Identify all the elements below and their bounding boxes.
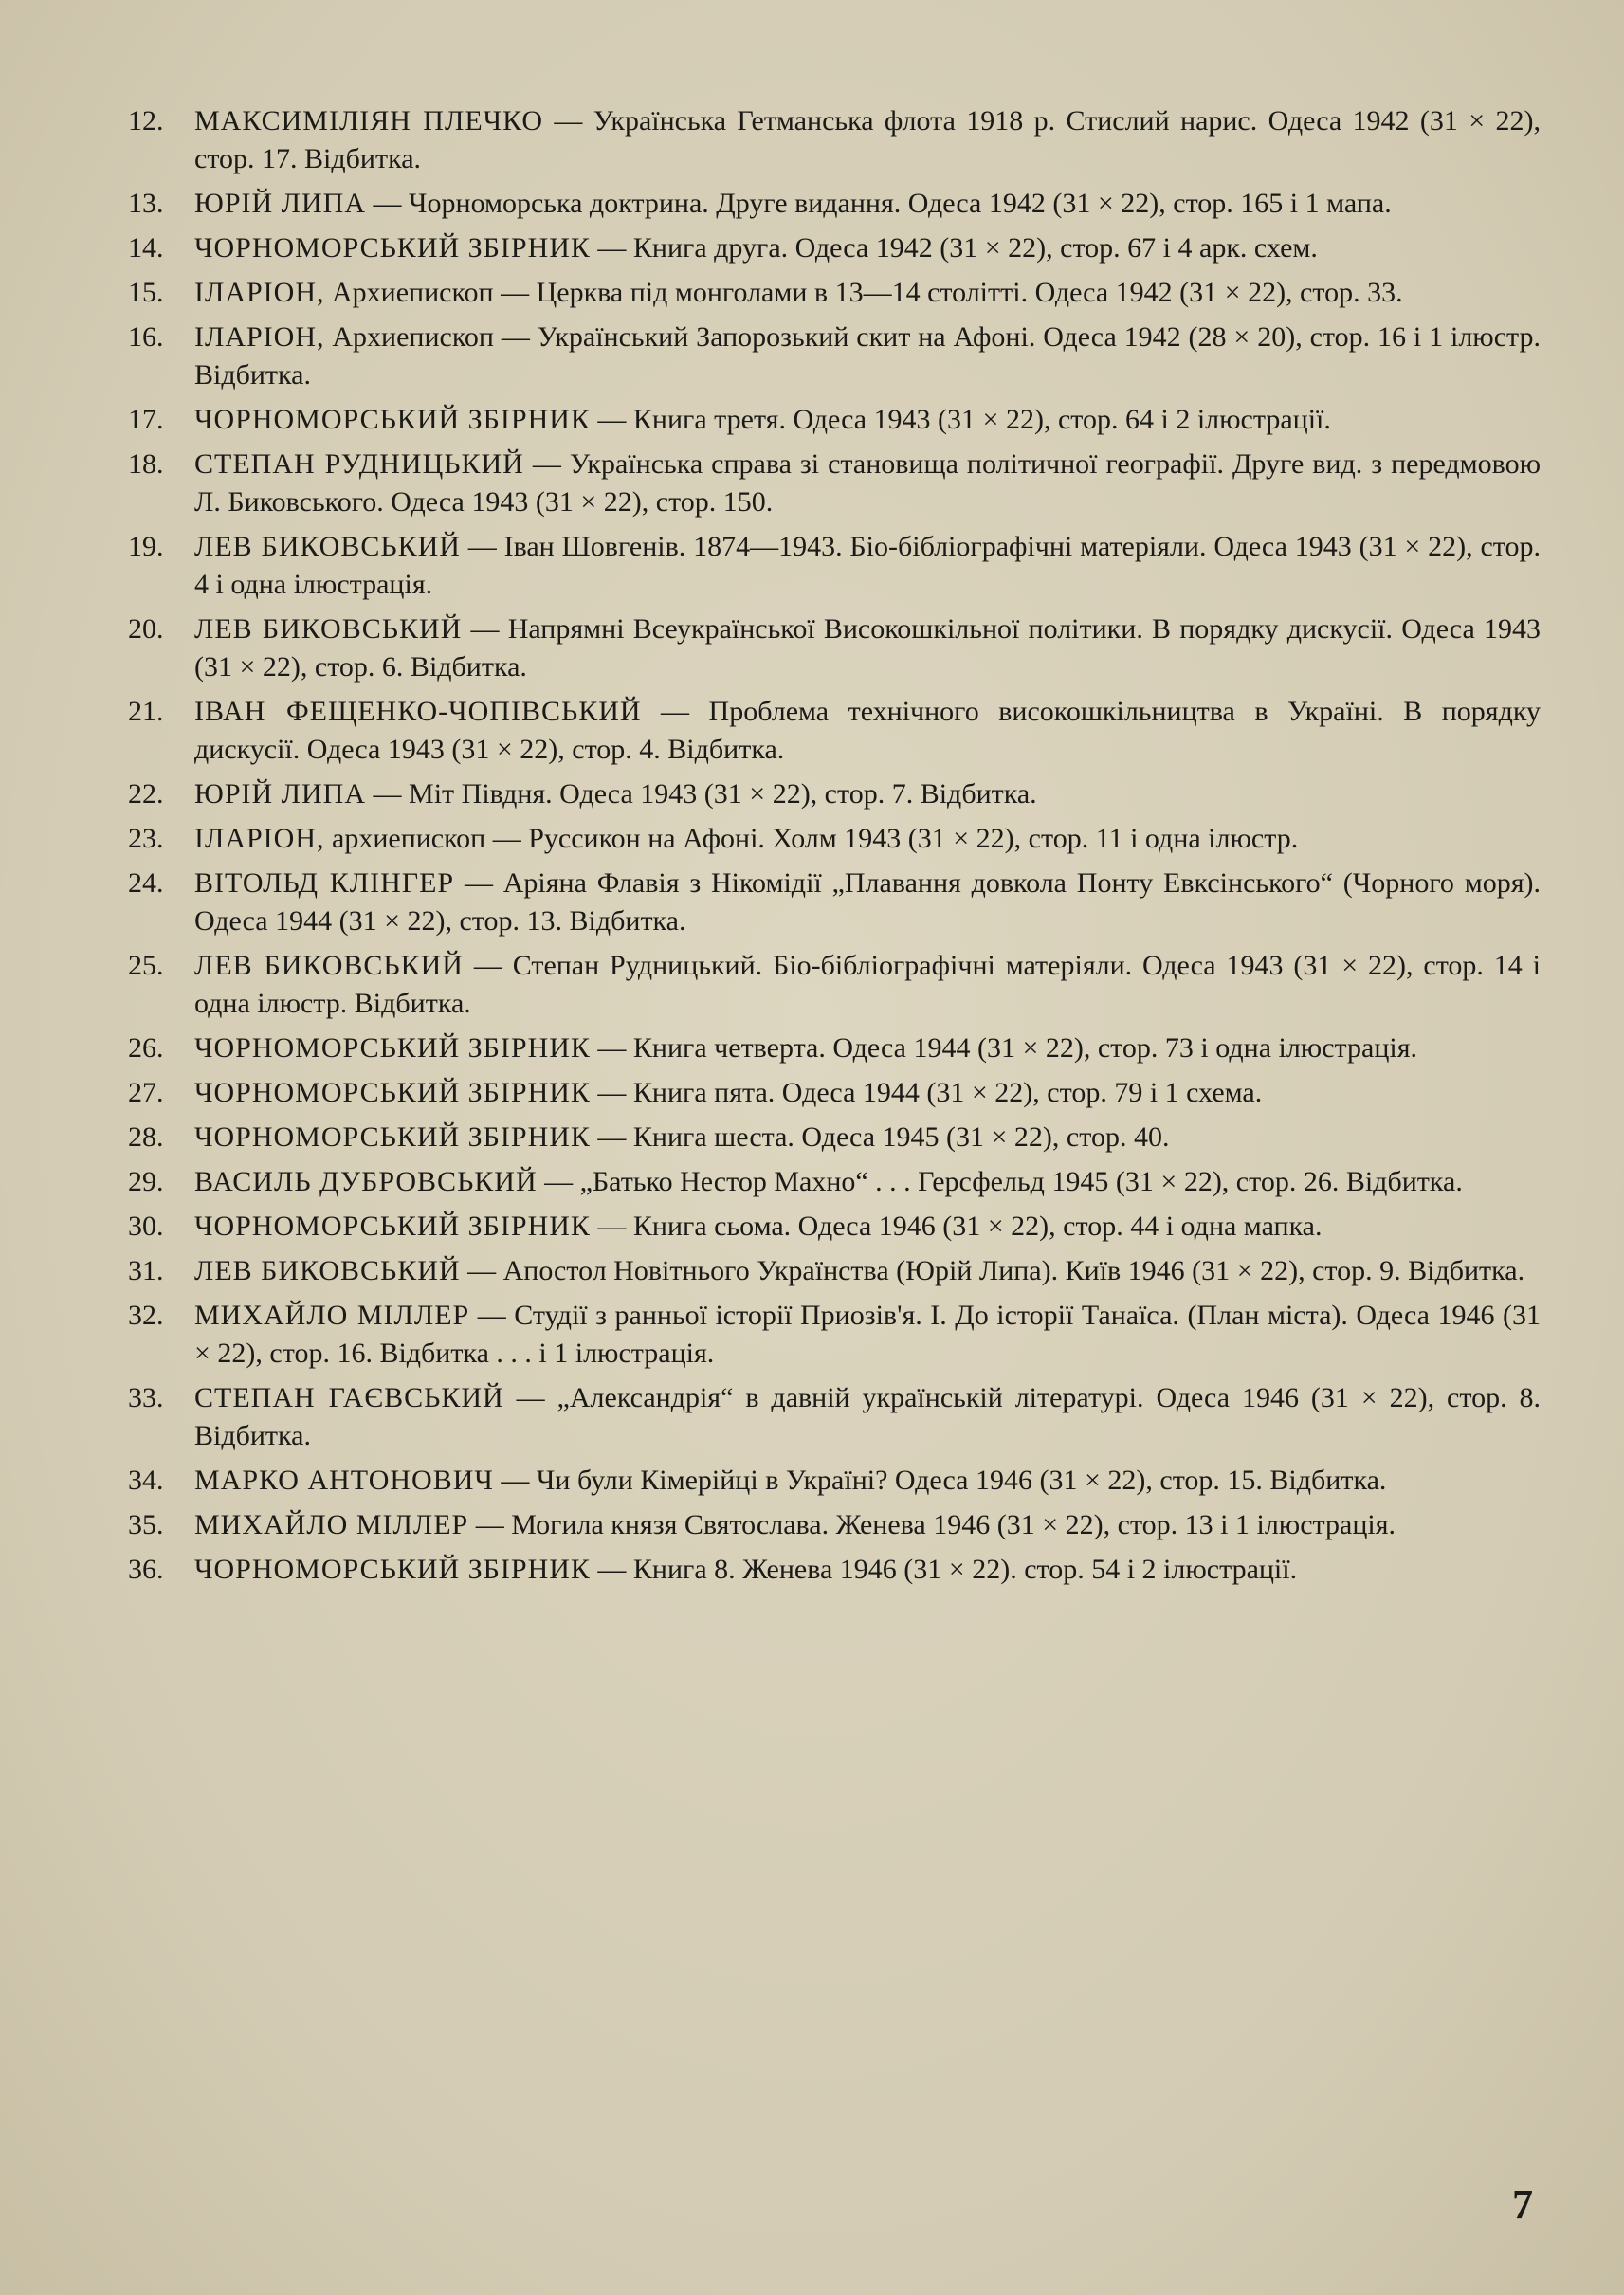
entry-description: — Проблема технічного високошкільництва в Україні. В порядку дискусії. Одеса 1943 (31 × 22), стор. 4. Відбитка. [194,696,1541,765]
entry-text [194,1208,1541,1246]
entry-number: 25. [128,950,164,981]
page-number: 7 [1512,2181,1533,2228]
entry-text [194,319,1541,394]
entry-description: — Книга четверта. Одеса 1944 (31 × 22), стор. 73 і одна ілюстрація. [590,1032,1418,1064]
entry-author: ЧОРНОМОРСЬКИЙ ЗБІРНИК [194,1211,591,1242]
entry-number: 19. [128,531,164,562]
entry-number: 18. [128,448,164,480]
bibliography-list [128,102,1541,1595]
bibliography-entry [128,319,1541,394]
entry-text [194,1462,1541,1500]
entry-description: Архиепископ — Український Запорозький скит на Афоні. Одеса 1942 (28 × 20), стор. 16 і 1 ілюстр. Відбитка. [194,321,1541,391]
entry-author: ЧОРНОМОРСЬКИЙ ЗБІРНИК [194,404,591,435]
entry-description: — Книга пята. Одеса 1944 (31 × 22), стор. 79 і 1 схема. [590,1077,1263,1108]
entry-number: 15. [128,277,164,308]
entry-text [194,610,1541,686]
entry-description: — Книга друга. Одеса 1942 (31 × 22), стор. 67 і 4 арк. схем. [590,232,1318,264]
entry-text [194,185,1541,223]
entry-text [194,274,1541,312]
entry-author: ІЛАРІОН, [194,823,325,854]
entry-text [194,775,1541,813]
entry-number: 20. [128,613,164,645]
entry-author: МИХАЙЛО МІЛЛЕР [194,1300,470,1331]
entry-number: 30. [128,1211,164,1242]
entry-number: 27. [128,1077,164,1108]
entry-text [194,528,1541,604]
entry-author: МАКСИМІЛІЯН ПЛЕЧКО [194,105,544,137]
bibliography-entry [128,1462,1541,1500]
entry-number: 12. [128,105,164,137]
bibliography-entry [128,401,1541,439]
entry-description: — Чи були Кімерійці в Україні? Одеса 1946 (31 × 22), стор. 15. Відбитка. [493,1465,1387,1496]
entry-description: — Напрямні Всеукраїнської Високошкільної політики. В порядку дискусії. Одеса 1943 (31 × 22), стор. 6. Відбитка. [194,613,1541,683]
entry-number: 32. [128,1300,164,1331]
entry-text [194,693,1541,769]
entry-author: ЧОРНОМОРСЬКИЙ ЗБІРНИК [194,1121,591,1153]
bibliography-entry [128,1252,1541,1290]
entry-author: ЧОРНОМОРСЬКИЙ ЗБІРНИК [194,1032,591,1064]
entry-number: 35. [128,1509,164,1540]
entry-number: 34. [128,1465,164,1496]
entry-number: 31. [128,1255,164,1286]
bibliography-entry [128,102,1541,178]
entry-text [194,1252,1541,1290]
entry-text [194,401,1541,439]
bibliography-entry [128,865,1541,940]
entry-text [194,1297,1541,1373]
entry-author: ЮРІЙ ЛИПА [194,778,367,810]
entry-text [194,1163,1541,1201]
entry-description: — Книга шеста. Одеса 1945 (31 × 22), стор. 40. [590,1121,1170,1153]
entry-author: ЛЕВ БИКОВСЬКИЙ [194,531,461,562]
entry-description: — Книга третя. Одеса 1943 (31 × 22), стор. 64 і 2 ілюстрації. [590,404,1331,435]
bibliography-entry [128,610,1541,686]
bibliography-entry [128,229,1541,267]
entry-author: МАРКО АНТОНОВИЧ [194,1465,494,1496]
entry-description: — „Александрія“ в давній українській літературі. Одеса 1946 (31 × 22), стор. 8. Відбитка. [194,1382,1541,1451]
entry-number: 22. [128,778,164,810]
bibliography-entry [128,528,1541,604]
entry-number: 24. [128,867,164,899]
bibliography-entry [128,1029,1541,1067]
bibliography-entry [128,1297,1541,1373]
entry-description: — Чорноморська доктрина. Друге видання. Одеса 1942 (31 × 22), стор. 165 і 1 мапа. [366,188,1392,219]
entry-author: МИХАЙЛО МІЛЛЕР [194,1509,469,1540]
entry-text [194,947,1541,1023]
bibliography-entry [128,947,1541,1023]
entry-author: ІЛАРІОН, [194,321,325,353]
entry-author: ЛЕВ БИКОВСЬКИЙ [194,950,464,981]
entry-author: ВІТОЛЬД КЛІНГЕР [194,867,455,899]
entry-description: — Іван Шовгенів. 1874—1943. Біо-бібліографічні матеріяли. Одеса 1943 (31 × 22), стор. 4 і одна ілюстрація. [194,531,1541,600]
entry-number: 14. [128,232,164,264]
entry-description: Архиепископ — Церква під монголами в 13—14 столітті. Одеса 1942 (31 × 22), стор. 33. [324,277,1403,308]
entry-description: — Книга сьома. Одеса 1946 (31 × 22), стор. 44 і одна мапка. [590,1211,1323,1242]
entry-text [194,1506,1541,1544]
bibliography-entry [128,274,1541,312]
bibliography-entry [128,1074,1541,1112]
entry-author: ЛЕВ БИКОВСЬКИЙ [194,613,463,645]
entry-text [194,229,1541,267]
bibliography-entry [128,1551,1541,1589]
entry-description: — „Батько Нестор Махно“ . . . Герсфельд 1945 (31 × 22), стор. 26. Відбитка. [537,1166,1463,1197]
bibliography-entry [128,1163,1541,1201]
entry-description: — Степан Рудницький. Біо-бібліографічні матеріяли. Одеса 1943 (31 × 22), стор. 14 і одна ілюстр. Відбитка. [194,950,1541,1019]
entry-author: СТЕПАН ГАЄВСЬКИЙ [194,1382,504,1413]
entry-text [194,865,1541,940]
entry-author: ЧОРНОМОРСЬКИЙ ЗБІРНИК [194,1077,591,1108]
entry-description: — Аріяна Флавія з Нікомідії „Плавання довкола Понту Евксінського“ (Чорного моря). Одеса 1944 (31 × 22), стор. 13. Відбитка. [194,867,1541,937]
entry-text [194,1074,1541,1112]
entry-number: 13. [128,188,164,219]
entry-text [194,102,1541,178]
entry-text [194,1029,1541,1067]
bibliography-entry [128,1208,1541,1246]
entry-description: — Студії з ранньої історії Приозів'я. І. До історії Танаїса. (План міста). Одеса 1946 (31 × 22), стор. 16. Відбитка . . . і 1 ілюстрація. [194,1300,1541,1369]
bibliography-entry [128,1379,1541,1455]
bibliography-entry [128,775,1541,813]
entry-number: 36. [128,1554,164,1585]
entry-number: 17. [128,404,164,435]
entry-number: 16. [128,321,164,353]
entry-number: 33. [128,1382,164,1413]
entry-author: ЮРІЙ ЛИПА [194,188,367,219]
bibliography-entry [128,446,1541,521]
entry-description: — Міт Півдня. Одеса 1943 (31 × 22), стор. 7. Відбитка. [366,778,1037,810]
entry-text [194,1379,1541,1455]
entry-description: — Українська справа зі становища політичної географії. Друге вид. з передмовою Л. Биковського. Одеса 1943 (31 × 22), стор. 150. [194,448,1541,518]
entry-number: 28. [128,1121,164,1153]
entry-number: 29. [128,1166,164,1197]
entry-description: — Могила князя Святослава. Женева 1946 (31 × 22), стор. 13 і 1 ілюстрація. [468,1509,1396,1540]
entry-author: ЧОРНОМОРСЬКИЙ ЗБІРНИК [194,232,591,264]
bibliography-entry [128,1119,1541,1157]
entry-text [194,1551,1541,1589]
entry-author: ІВАН ФЕЩЕНКО-ЧОПІВСЬКИЙ [194,696,642,727]
entry-author: ЛЕВ БИКОВСЬКИЙ [194,1255,461,1286]
entry-text [194,820,1541,858]
bibliography-entry [128,693,1541,769]
bibliography-entry [128,820,1541,858]
entry-author: ІЛАРІОН, [194,277,325,308]
entry-author: ЧОРНОМОРСЬКИЙ ЗБІРНИК [194,1554,591,1585]
entry-author: ВАСИЛЬ ДУБРОВСЬКИЙ [194,1166,538,1197]
entry-description: архиепископ — Руссикон на Афоні. Холм 1943 (31 × 22), стор. 11 і одна ілюстр. [324,823,1299,854]
entry-description: — Українська Гетманська флота 1918 р. Стислий нарис. Одеса 1942 (31 × 22), стор. 17. Відбитка. [194,105,1541,174]
entry-text [194,446,1541,521]
bibliography-entry [128,1506,1541,1544]
entry-description: — Книга 8. Женева 1946 (31 × 22). стор. 54 і 2 ілюстрації. [590,1554,1298,1585]
entry-number: 21. [128,696,164,727]
bibliography-entry [128,185,1541,223]
entry-number: 26. [128,1032,164,1064]
entry-description: — Апостол Новітнього Українства (Юрій Липа). Київ 1946 (31 × 22), стор. 9. Відбитка. [460,1255,1525,1286]
entry-text [194,1119,1541,1157]
entry-number: 23. [128,823,164,854]
entry-author: СТЕПАН РУДНИЦЬКИЙ [194,448,524,480]
